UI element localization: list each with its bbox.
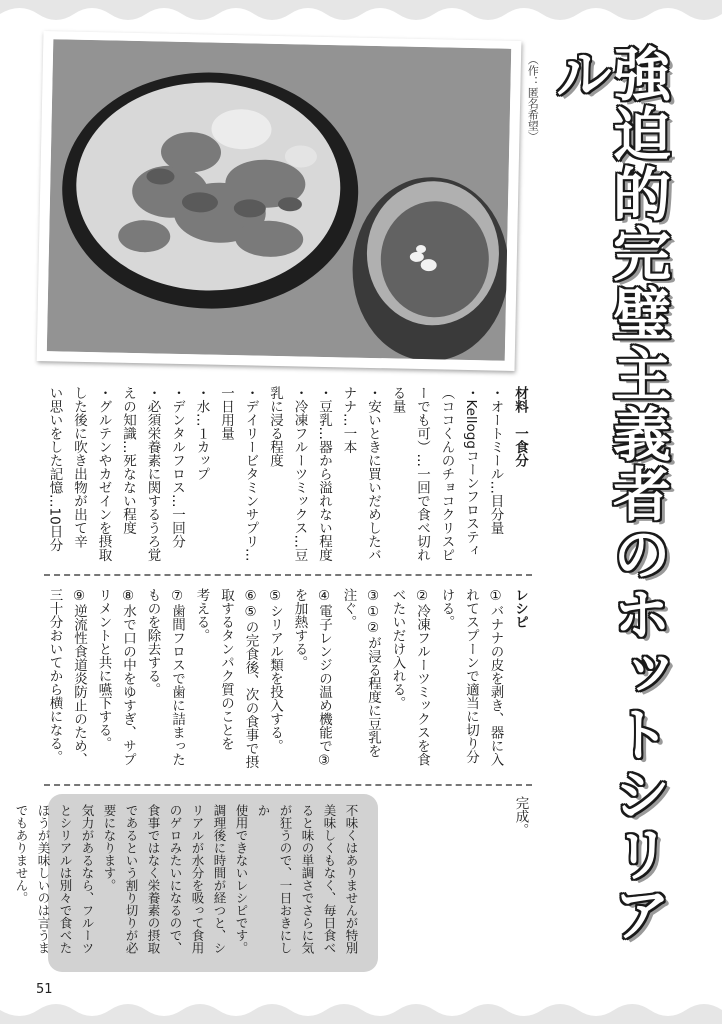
ingredients-section xyxy=(44,386,532,566)
ingredient-line: い思いをした記憶…10日分 xyxy=(46,386,63,552)
recipe-step-line: ①バナナの皮を剥き、器に入 xyxy=(487,588,504,766)
page-number: 51 xyxy=(36,982,53,997)
recipe-step-line: ⑨逆流性食道炎防止のため、 xyxy=(71,588,87,766)
note-line: リアルが水分を吸って食用 xyxy=(190,804,205,954)
recipe-step-line: 考える。 xyxy=(193,588,210,642)
note-line: のゲロみたいになるので、 xyxy=(168,804,183,954)
ingredient-line: ・水…１カップ xyxy=(193,386,210,481)
ingredient-line: ナナ…一本 xyxy=(340,386,357,454)
recipe-heading: レシピ xyxy=(512,588,528,629)
ingredient-line: ・グルテンやカゼインを摂取 xyxy=(95,386,112,562)
recipe-step-line: 三十分おいてから横になる。 xyxy=(46,588,63,764)
ingredients-heading: 材料 一食分 xyxy=(512,386,528,467)
top-wave-border xyxy=(0,0,722,28)
recipe-photo xyxy=(37,31,522,371)
note-line: 食事ではなく栄養素の摂取 xyxy=(146,804,161,954)
recipe-step-line: ⑤シリアル類を投入する。 xyxy=(267,588,283,753)
recipe-done-text: 完成。 xyxy=(512,796,529,837)
ingredient-line: した後に吹き出物が出て辛 xyxy=(71,386,87,548)
ingredient-line: ーでも可）…一回で食べ切れ xyxy=(414,386,430,562)
recipe-step-line: ける。 xyxy=(438,588,455,629)
note-line: とシリアルは別々で食べた xyxy=(58,804,73,954)
recipe-step-line: ものを除去する。 xyxy=(144,588,161,696)
recipe-step-line: ④電子レンジの温め機能で③ xyxy=(316,588,332,769)
ingredient-line: ・冷凍フルーツミックス…豆 xyxy=(291,386,308,562)
recipe-step-line: べたいだけ入れる。 xyxy=(389,588,406,710)
section-divider xyxy=(44,784,532,786)
ingredient-line: ・安いときに買いだめしたバ xyxy=(365,386,381,562)
note-line: 使用できないレシピです。 xyxy=(234,804,249,954)
ingredient-line: えの知識…死なない程度 xyxy=(120,386,136,535)
note-line: 調理後に時間が経つと、シ xyxy=(212,804,227,954)
recipe-steps-section xyxy=(44,588,532,778)
recipe-step-line: ③①②が浸る程度に豆乳を xyxy=(365,588,381,758)
ingredient-line: （ココくんのチョコクリスピ xyxy=(438,386,455,562)
recipe-step-line: 取するタンパク質のことを xyxy=(218,588,234,750)
note-line: 気力があるなら、フルーツ xyxy=(80,804,95,954)
ingredient-line: ・オートミール…目分量 xyxy=(487,386,504,535)
note-line: が狂うので、一日おきにしか xyxy=(256,804,293,954)
note-line: 不味くはありませんが特別 xyxy=(344,804,359,954)
ingredient-line: ・デイリービタミンサプリ… xyxy=(242,386,259,562)
ingredient-line: 乳に浸る程度 xyxy=(267,386,283,467)
note-text xyxy=(10,804,362,966)
note-line: ほうが美味しいのは言うま xyxy=(36,804,51,954)
ingredient-line: ・Kelloggコーンフロスティ xyxy=(463,386,479,557)
recipe-step-line: リメントと共に嚥下する。 xyxy=(95,588,112,750)
ingredient-line: る量 xyxy=(389,386,406,413)
bottom-wave-border xyxy=(0,996,722,1024)
note-line: 要になります。 xyxy=(102,804,117,892)
recipe-step-line: ⑥⑤の完食後、次の食事で摂 xyxy=(242,588,259,769)
cereal-bowl-photo xyxy=(47,39,511,361)
recipe-step-line: を加熱する。 xyxy=(291,588,308,669)
recipe-step-line: れてスプーンで適当に切り分 xyxy=(463,588,479,764)
recipe-step-line: ⑧水で口の中をゆすぎ、サプ xyxy=(120,588,136,766)
note-line: でもありません。 xyxy=(14,804,29,904)
author-credit: （作：匿名希望） xyxy=(526,54,540,142)
section-divider xyxy=(44,574,532,576)
ingredient-line: ・デンタルフロス…一回分 xyxy=(169,386,185,548)
recipe-title: 強迫的完璧主義者のホットシリアル xyxy=(545,44,671,944)
recipe-step-line: ⑦歯間フロスで歯に詰まった xyxy=(169,588,185,766)
recipe-step-line: 注ぐ。 xyxy=(340,588,357,629)
ingredient-line: 一日用量 xyxy=(218,386,234,440)
note-line: ると味の単調さでさらに気 xyxy=(300,804,315,954)
note-box xyxy=(14,794,378,972)
ingredient-line: ・必須栄養素に関するうろ覚 xyxy=(144,386,161,562)
recipe-step-line: ②冷凍フルーツミックスを食 xyxy=(414,588,430,766)
note-line: 美味しくもなく、毎日食べ xyxy=(322,804,337,954)
note-line: であるという割り切りが必 xyxy=(124,804,139,954)
ingredient-line: ・豆乳…器から溢れない程度 xyxy=(316,386,332,562)
